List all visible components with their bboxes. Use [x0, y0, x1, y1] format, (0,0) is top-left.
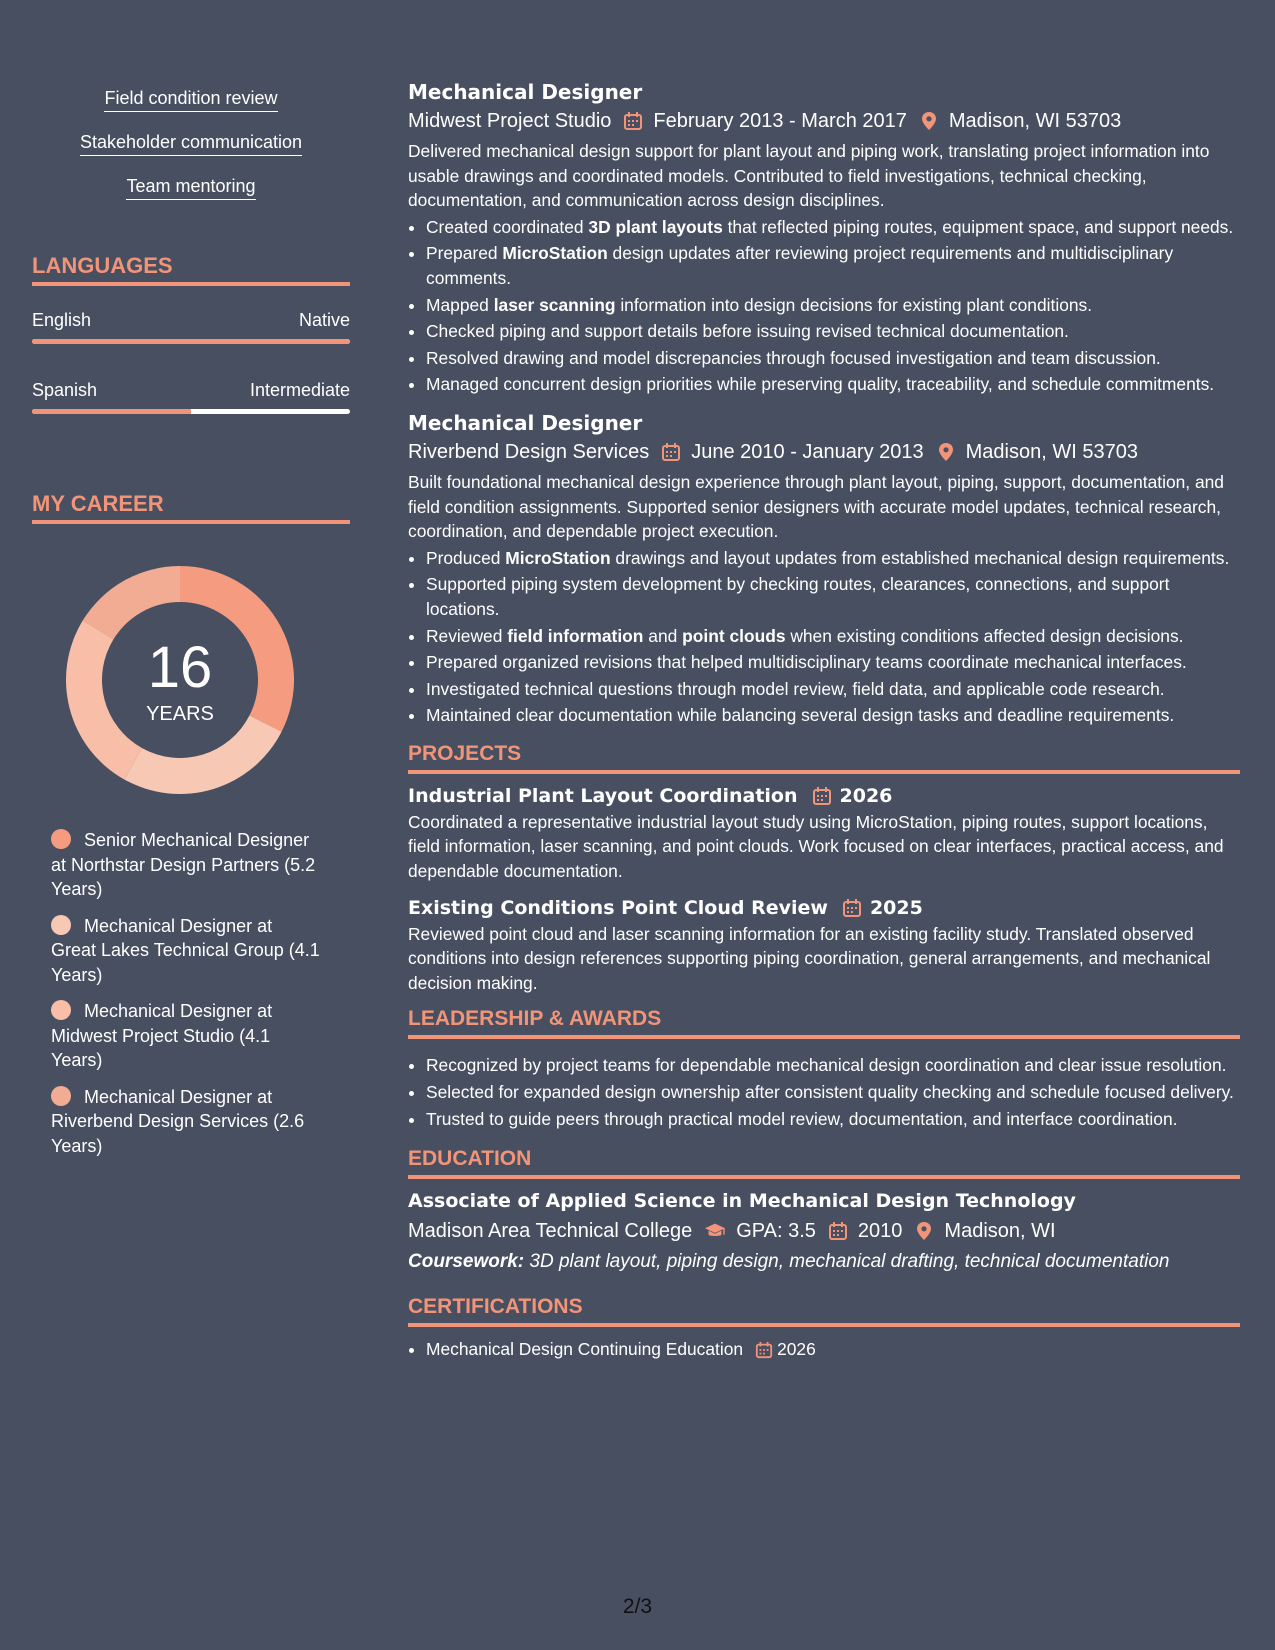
location-pin-icon: [914, 1221, 934, 1241]
project-entry: [408, 894, 1240, 996]
language-item: [32, 308, 350, 344]
legend-label: Senior Mechanical Designer at Northstar Design Partners (5.2 Years): [51, 830, 316, 899]
skill-label: Team mentoring: [126, 174, 255, 200]
job-dates: June 2010 - January 2013: [691, 440, 924, 463]
job-bullet: • Checked piping and support details before issuing revised technical documentation.: [426, 319, 1240, 344]
career-total-years: 16: [147, 635, 213, 700]
location-pin-icon: [936, 442, 956, 462]
leadership-list: [408, 1053, 1240, 1131]
job-bullet: • Mapped laser scanning information into design decisions for existing plant conditions.: [426, 293, 1240, 318]
career-legend: [51, 828, 350, 1158]
career-legend-item: [51, 999, 321, 1073]
skill-item: [32, 174, 350, 200]
language-bar: [32, 339, 350, 344]
certification-name: • Mechanical Design Continuing Education: [426, 1339, 744, 1360]
career-legend-item: [51, 914, 321, 988]
page-number: 2/3: [622, 1595, 653, 1618]
language-name: Spanish: [32, 380, 98, 400]
legend-dot: [51, 829, 71, 849]
project-description: Coordinated a representative industrial layout study using MicroStation, piping routes, support locations, field information, laser scanning, and point clouds. Work focused on clear interfaces, practical access, and dependable documentation.: [408, 811, 1224, 882]
project-year: 2025: [869, 896, 923, 919]
skill-item: [32, 130, 350, 156]
leadership-item: • Trusted to guide peers through practical model review, documentation, and interface coordination.: [426, 1107, 1240, 1132]
job-dates: February 2013 - March 2017: [653, 110, 907, 132]
language-level: Intermediate: [249, 380, 350, 400]
language-bar-fill: [32, 339, 350, 344]
education-meta: [408, 1215, 1240, 1247]
job-bullet: • Resolved drawing and model discrepancies through focused investigation and team discussion.: [426, 346, 1240, 371]
education-school: Madison Area Technical College: [408, 1220, 693, 1243]
calendar-icon: [661, 442, 681, 462]
projects-heading: PROJECTS: [408, 740, 1240, 774]
job-entry: [408, 78, 1240, 397]
job-bullet: • Produced MicroStation drawings and layout updates from established mechanical design requirements.: [426, 546, 1240, 571]
graduation-cap-icon: [704, 1221, 726, 1241]
job-summary: Delivered mechanical design support for plant layout and piping work, translating project information into usable drawings and coordinated models. Contributed to field investigations, technical checking, documentation, and communication across design disciplines.: [408, 141, 1210, 211]
job-bullets: [408, 546, 1240, 728]
education-gpa: GPA: 3.5: [736, 1220, 816, 1243]
languages-heading: LANGUAGES: [32, 252, 350, 286]
calendar-icon: [812, 786, 832, 806]
job-bullet: • Investigated technical questions through model review, field data, and applicable code research.: [426, 677, 1240, 702]
sidebar: [32, 86, 350, 1170]
location-pin-icon: [919, 111, 939, 131]
project-year: 2026: [839, 784, 893, 807]
job-title: Mechanical Designer: [408, 80, 643, 104]
project-title: Existing Conditions Point Cloud Review: [408, 896, 828, 919]
career-years-unit: YEARS: [146, 703, 214, 725]
donut-slice: [124, 715, 281, 794]
legend-label: Mechanical Designer at Midwest Project Studio (4.1 Years): [51, 1001, 273, 1070]
main-content: [408, 78, 1240, 1364]
legend-dot: [51, 1000, 71, 1020]
job-summary: Built foundational mechanical design experience through plant layout, piping, support, documentation, and field condition assignments. Supported senior designers with accurate model updates, technical research, coordination, and dependable project execution.: [408, 471, 1224, 542]
language-bar-fill: [32, 409, 191, 414]
job-bullet: • Maintained clear documentation while balancing several design tasks and deadline requirements.: [426, 703, 1240, 728]
donut-slice: [83, 566, 180, 639]
legend-label: Mechanical Designer at Great Lakes Technical Group (4.1 Years): [51, 915, 320, 985]
skill-label: Field condition review: [104, 86, 277, 112]
job-bullet: • Managed concurrent design priorities while preserving quality, traceability, and schedule commitments.: [426, 372, 1240, 397]
education-location: Madison, WI: [944, 1220, 1056, 1243]
job-location: Madison, WI 53703: [948, 110, 1122, 132]
leadership-heading: LEADERSHIP & AWARDS: [408, 1005, 1240, 1039]
career-donut-chart: [66, 566, 294, 794]
job-bullet: • Prepared MicroStation design updates after reviewing project requirements and multidisciplinary comments.: [426, 241, 1240, 290]
leadership-item: • Selected for expanded design ownership after consistent quality checking and schedule focused delivery.: [426, 1080, 1240, 1105]
calendar-icon: [842, 898, 862, 918]
career-heading: MY CAREER: [32, 490, 350, 524]
project-title: Industrial Plant Layout Coordination: [408, 784, 798, 807]
skill-label: Stakeholder communication: [80, 130, 302, 156]
certification-item: [426, 1337, 1240, 1362]
project-description: Reviewed point cloud and laser scanning information for an existing facility study. Translated observed conditions into design references supporting piping coordination, general arrangements, and mechanical decision making.: [408, 923, 1211, 993]
education-entry: [408, 1187, 1240, 1277]
language-bar: [32, 409, 350, 414]
education-degree: Associate of Applied Science in Mechanical Design Technology: [408, 1190, 1076, 1213]
skill-item: [32, 86, 350, 112]
education-coursework: Coursework: 3D plant layout, piping design, mechanical drafting, technical documentation: [408, 1251, 1170, 1273]
calendar-icon: [755, 1341, 773, 1359]
language-name: English: [32, 310, 92, 330]
job-bullet: • Created coordinated 3D plant layouts that reflected piping routes, equipment space, and support needs.: [426, 215, 1240, 240]
job-location: Madison, WI 53703: [965, 440, 1138, 463]
job-company: Riverbend Design Services: [408, 440, 650, 463]
leadership-item: • Recognized by project teams for dependable mechanical design coordination and clear issue resolution.: [426, 1053, 1240, 1078]
job-bullet: • Prepared organized revisions that helped multidisciplinary teams coordinate mechanical interfaces.: [426, 650, 1240, 675]
calendar-icon: [828, 1221, 848, 1241]
project-entry: [408, 782, 1240, 884]
language-item: [32, 378, 350, 414]
career-legend-item: [51, 828, 321, 902]
legend-dot: [51, 915, 71, 935]
education-year: 2010: [857, 1220, 903, 1243]
legend-dot: [51, 1086, 71, 1106]
job-meta: [408, 437, 1240, 467]
language-level: Native: [298, 310, 350, 330]
certification-year: 2026: [777, 1339, 816, 1360]
job-title: Mechanical Designer: [408, 410, 643, 435]
legend-label: Mechanical Designer at Riverbend Design Services (2.6 Years): [51, 1086, 305, 1156]
calendar-icon: [623, 111, 643, 131]
job-bullets: [408, 215, 1240, 397]
job-bullet: • Supported piping system development by checking routes, clearances, connections, and support locations.: [426, 572, 1240, 621]
job-entry: [408, 409, 1240, 728]
career-legend-item: [51, 1085, 321, 1159]
certifications-heading: CERTIFICATIONS: [408, 1293, 1240, 1327]
job-bullet: • Reviewed field information and point clouds when existing conditions affected design decisions.: [426, 624, 1240, 649]
education-heading: EDUCATION: [408, 1145, 1240, 1179]
job-meta: [408, 106, 1240, 136]
job-company: Midwest Project Studio: [408, 110, 612, 132]
certifications-list: [408, 1337, 1240, 1362]
